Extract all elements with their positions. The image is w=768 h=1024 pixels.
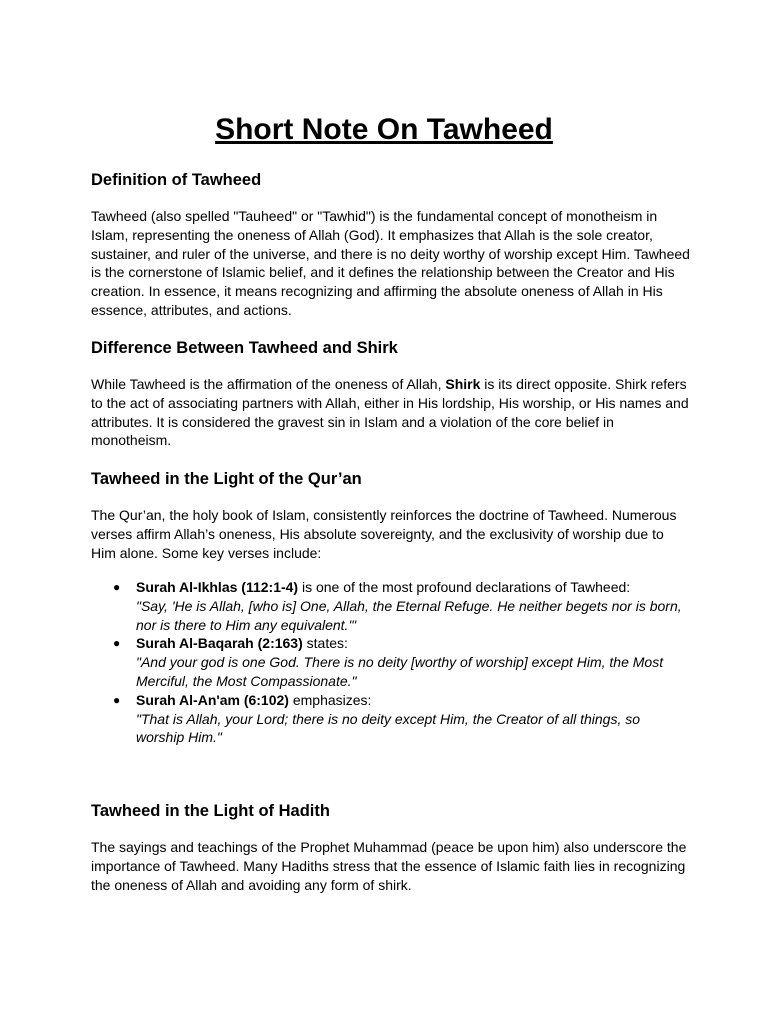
list-item-verse: [91, 578, 691, 634]
paragraph-definition: Tawheed (also spelled "Tauheed" or "Tawhid") is the fundamental concept of monotheism in Islam, representing the oneness of Allah (God). It emphasizes that Allah is the sole creator, sustainer, and ruler of the universe, and there is no deity worthy of worship except Him. Tawheed is the cornerstone of Islamic belief, and it defines the relationship between the Creator and His creation. In essence, it means recognizing and affirming the absolute oneness of Allah in His essence, attributes, and actions.: [91, 208, 690, 318]
list-item-verse: [91, 691, 691, 747]
bullet-icon: ●: [113, 580, 121, 594]
heading-quran: Tawheed in the Light of the Qur’an: [91, 470, 362, 488]
verse-list: [91, 578, 691, 747]
shirk-term: Shirk: [445, 376, 481, 392]
bullet-icon: ●: [113, 636, 121, 651]
list-item-verse: [91, 634, 691, 690]
paragraph-hadith: The sayings and teachings of the Prophet Muhammad (peace be upon him) also underscore the importance of Tawheed. Many Hadiths stress that the essence of Islamic faith lies in recognizing the oneness of Allah and avoiding any form of shirk.: [91, 839, 687, 893]
heading-difference: Difference Between Tawheed and Shirk: [91, 339, 398, 357]
verse-lead: emphasizes:: [288, 691, 372, 708]
difference-text-pre: While Tawheed is the affirmation of the oneness of Allah,: [91, 376, 446, 392]
page-title: Short Note On Tawheed: [215, 113, 553, 146]
paragraph-difference: [91, 375, 691, 450]
verse-quote: "That is Allah, your Lord; there is no deity except Him, the Creator of all things, so worship Him.": [136, 710, 641, 746]
verse-lead: is one of the most profound declarations of Tawheed:: [298, 579, 631, 595]
verse-reference: Surah Al-An'am (6:102): [136, 691, 289, 708]
verse-quote: "Say, 'He is Allah, [who is] One, Allah, the Eternal Refuge. He neither begets nor is born, nor is there to Him any equivalent.'": [136, 597, 682, 633]
difference-text-post: is its direct opposite. Shirk refers to the act of associating partners with Allah, either in His lordship, His worship, or His names and attributes. It is considered the gravest sin in Islam and a violation of the core belief in monotheism.: [91, 376, 689, 449]
verse-lead: states:: [302, 635, 348, 652]
verse-reference: Surah Al-Baqarah (2:163): [136, 635, 303, 652]
heading-definition: Definition of Tawheed: [91, 171, 262, 189]
paragraph-quran: The Qur’an, the holy book of Islam, consistently reinforces the doctrine of Tawheed. Numerous verses affirm Allah’s oneness, His absolute sovereignty, and the exclusivity of worship due to Him alone. Some key verses include:: [91, 507, 677, 561]
bullet-icon: ●: [113, 692, 121, 707]
verse-quote: "And your god is one God. There is no deity [worthy of worship] except Him, the Most Merciful, the Most Compassionate.": [136, 654, 664, 689]
heading-hadith: Tawheed in the Light of Hadith: [91, 802, 330, 820]
verse-reference: Surah Al-Ikhlas (112:1-4): [136, 579, 299, 595]
